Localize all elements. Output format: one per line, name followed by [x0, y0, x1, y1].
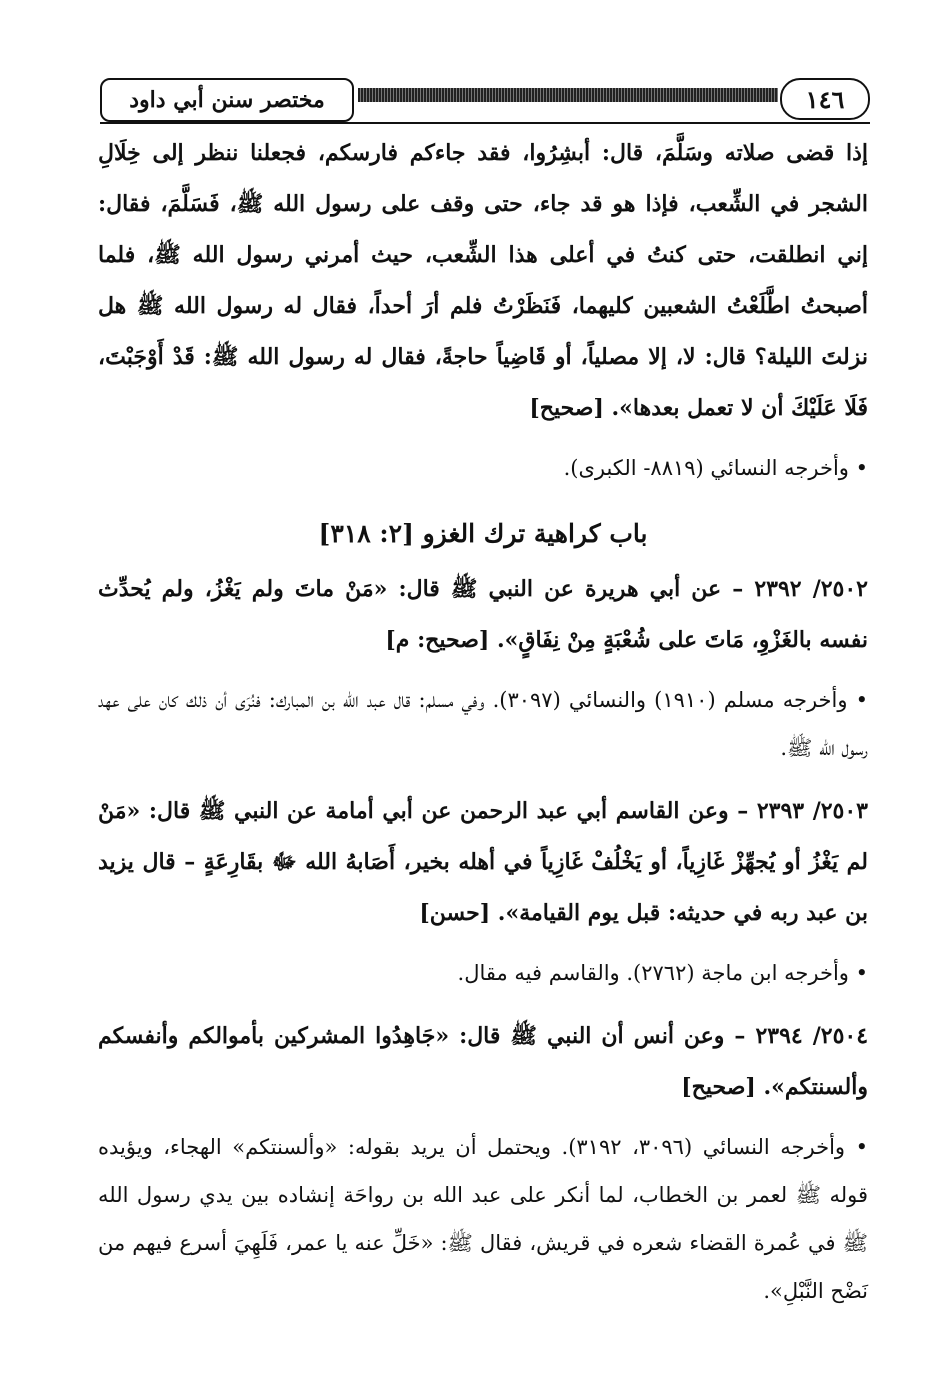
header-decorative-rule — [358, 88, 778, 102]
chapter-heading: باب كراهية ترك الغزو [٢: ٣١٨] — [318, 519, 648, 548]
page-body — [98, 128, 868, 1315]
header-underline — [100, 122, 870, 124]
hadith-2502: ٢٥٠٢/ ٢٣٩٢ – عن أبي هريرة عن النبي ﷺ قال: «مَنْ ماتَ ولم يَغْزُ، ولم يُحدِّث نفسه بالغَزْوِ، مَاتَ على شُعْبَةٍ مِنْ نِفَاقٍ». [صحيح: م] — [98, 576, 868, 653]
hadith-2504: ٢٥٠٤/ ٢٣٩٤ – وعن أنس أن النبي ﷺ قال: «جَاهِدُوا المشركين بأموالكم وأنفسكم وألسنتكم». [صحيح] — [98, 1023, 869, 1100]
takhrij-note: • وأخرجه مسلم (١٩١٠) والنسائي (٣٠٩٧). وفي مسلم: قال عبد الله بن المبارك: فنُرَى أن ذلك كان على عهد رسول الله ﷺ. — [98, 688, 868, 760]
hadith-2503: ٢٥٠٣/ ٢٣٩٣ – وعن القاسم أبي عبد الرحمن عن أبي أمامة عن النبي ﷺ قال: «مَنْ لم يَغْزُ أو يُجهِّزْ غَازِياً، أو يَخْلُفْ غَازِياً في أهله بخير، أَصَابهُ الله ﷻ بقَارِعَةٍ – قال يزيد بن عبد ربه في حديثه: قبل يوم القيامة». [حسن] — [98, 798, 868, 926]
hadith-paragraph-continued: إذا قضى صلاته وسَلَّمَ، قال: أبشِرُوا، فقد جاءكم فارسكم، فجعلنا ننظر إلى خِلَالِ الشجر في الشِّعب، فإذا هو قد جاء، حتى وقف على رسول الله ﷺ، فَسَلَّمَ، فقال: إني انطلقت، حتى كنتُ في أعلى هذا الشِّعب، حيث أمرني رسول الله ﷺ، فلما أصبحتُ اطَّلَعْتُ الشعبين كليهما، فَنَظَرْتُ فلم أرَ أحداً، فقال له رسول الله ﷺ هل نزلتَ الليلة؟ قال: لا، إلا مصلياً، أو قَاضِياً حاجةً، فقال له رسول الله ﷺ: قَدْ أَوْجَبْتَ، فَلَا عَلَيْكَ أن لا تعمل بعدها». [صحيح] — [98, 140, 868, 421]
running-header — [100, 78, 870, 124]
book-title: مختصر سنن أبي داود — [100, 78, 354, 122]
takhrij-note: • وأخرجه ابن ماجة (٢٧٦٢). والقاسم فيه مقال. — [457, 961, 868, 985]
takhrij-note: • وأخرجه النسائي (٨٨١٩- الكبرى). — [563, 456, 868, 480]
takhrij-note: • وأخرجه النسائي (٣٠٩٦، ٣١٩٢). ويحتمل أن يريد بقوله: «وألسنتكم» الهجاء، ويؤيده قوله ﷺ لعمر بن الخطاب، لما أنكر على عبد الله بن رواحَة إنشاده بين يدي رسول الله ﷺ في عُمرة القضاء شعره في قريش، فقال ﷺ: «خَلِّ عنه يا عمر، فَلَهِيَ أسرع فيهم من نَضْح النَّبْلِ». — [98, 1135, 868, 1303]
page-number: ١٤٦ — [780, 78, 870, 120]
